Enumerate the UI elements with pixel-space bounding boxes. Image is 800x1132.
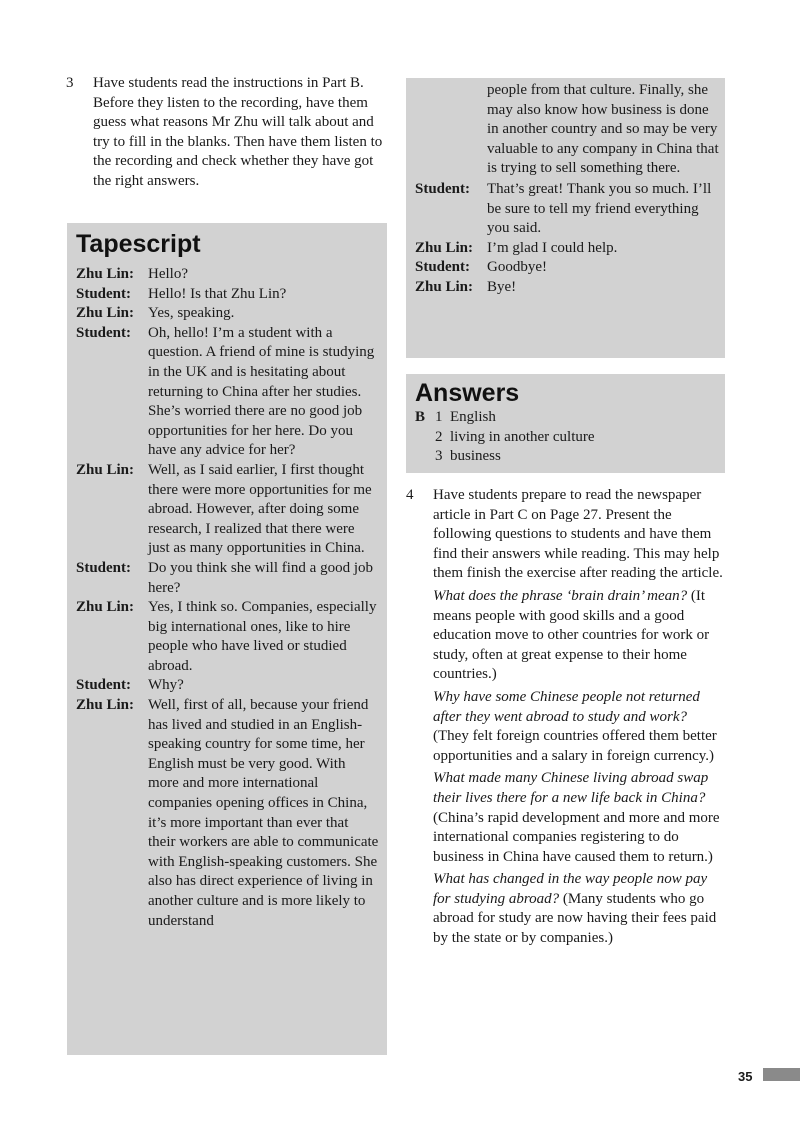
dialogue-line bbox=[76, 461, 379, 559]
item-text: Have students prepare to read the newspaper article in Part C on Page 27. Present the following questions to students and have them find their answers while reading. This may help them finish the exercise after reading the article. bbox=[433, 487, 723, 582]
speaker-label: Zhu Lin: bbox=[76, 461, 134, 478]
answer-text: business bbox=[450, 448, 501, 465]
answer-text: (China’s rapid development and more and more international companies registering to do business in China have caused them to return.) bbox=[433, 809, 720, 865]
utterance: Bye! bbox=[487, 278, 517, 295]
question-text: What does the phrase ‘brain drain’ mean? bbox=[433, 587, 688, 604]
utterance: Goodbye! bbox=[487, 259, 547, 276]
question-answer bbox=[433, 769, 726, 867]
item-text: Have students read the instructions in Part B. Before they listen to the recording, have them guess what reasons Mr Zhu will talk about and try to fill in the blanks. Then have them listen to the recording and check whether they have got the right answers. bbox=[93, 75, 383, 189]
dialogue-line bbox=[76, 696, 379, 931]
speaker-label: Zhu Lin: bbox=[76, 697, 134, 714]
tapescript-lines-right bbox=[415, 180, 719, 298]
answer-number: 3 bbox=[435, 448, 443, 465]
answer-text: (Many students who go abroad for study are now having their fees paid by the state or by companies.) bbox=[433, 890, 717, 947]
answer-text: living in another culture bbox=[450, 428, 595, 445]
question-answer bbox=[433, 688, 726, 766]
speaker-label: Student: bbox=[76, 559, 132, 576]
question-answer bbox=[433, 870, 726, 948]
tapescript-box-left bbox=[67, 223, 387, 1055]
answer-text: (They felt foreign countries offered them better opportunities and a salary in foreign currency.) bbox=[433, 728, 717, 764]
instruction-item-4 bbox=[406, 486, 726, 949]
item-number: 4 bbox=[406, 487, 414, 503]
question-answer bbox=[433, 587, 726, 685]
speaker-label: Zhu Lin: bbox=[76, 266, 134, 282]
speaker-label: Zhu Lin: bbox=[415, 278, 473, 295]
utterance: That’s great! Thank you so much. I’ll be sure to tell my friend everything you said. bbox=[487, 180, 712, 237]
speaker-label: Student: bbox=[415, 180, 471, 197]
answer-part-label bbox=[415, 447, 435, 467]
answer-number: 1 bbox=[435, 409, 443, 425]
answer-item bbox=[415, 428, 717, 448]
question-text: What made many Chinese living abroad swap their lives there for a new life back in China? bbox=[433, 770, 709, 806]
dialogue-line bbox=[76, 304, 379, 324]
answer-part-label bbox=[415, 428, 435, 448]
dialogue-line bbox=[76, 559, 379, 598]
utterance: Oh, hello! I’m a student with a question. A friend of mine is studying in the UK and is hesitating about returning to China after her studies. She’s worried there are no good job opportunities for her here. Do you have any advice for her? bbox=[148, 324, 375, 459]
dialogue-line bbox=[76, 285, 379, 305]
utterance: Do you think she will find a good job here? bbox=[148, 559, 373, 596]
utterance: Why? bbox=[148, 677, 184, 694]
instruction-item-3 bbox=[66, 74, 386, 192]
utterance: Yes, I think so. Companies, especially big international ones, like to hire people who have lived or studied abroad. bbox=[148, 599, 377, 674]
page-number-bar bbox=[763, 1068, 800, 1081]
answers-list bbox=[415, 408, 717, 467]
speaker-label: Student: bbox=[76, 285, 132, 302]
utterance: Hello? bbox=[148, 266, 188, 282]
speaker-label: Zhu Lin: bbox=[76, 305, 134, 322]
answer-item bbox=[415, 447, 717, 467]
question-list bbox=[406, 587, 726, 949]
question-text: Why have some Chinese people not returned after they went abroad to study and work? bbox=[433, 688, 700, 725]
tapescript-continuation: people from that culture. Finally, she may also know how business is done in another country and so may be very valuable to any company in China that is trying to sell something there. bbox=[487, 82, 719, 177]
dialogue-line bbox=[76, 265, 379, 285]
utterance: Well, first of all, because your friend has lived and studied in an English-speaking country for some time, her English must be very good. With more and more international companies opening offices in China, it’s more important than ever that their workers are able to communicate with English-speaking customers. She also has direct experience of living in another culture and is more likely to understand bbox=[148, 697, 379, 929]
tapescript-lines bbox=[76, 265, 379, 931]
answer-part-label: B bbox=[415, 409, 426, 425]
utterance: Well, as I said earlier, I first thought there were more opportunities for me abroad. However, after doing some research, I realized that there were just as many opportunities in China. bbox=[148, 461, 372, 557]
dialogue-line bbox=[415, 278, 719, 298]
answer-text: (It means people with good skills and a good education move to other countries for work or study, often at great expense to their home countries.) bbox=[433, 587, 710, 683]
question-text: What has changed in the way people now pay for studying abroad? bbox=[433, 871, 708, 907]
speaker-label: Student: bbox=[76, 324, 132, 341]
utterance: Hello! Is that Zhu Lin? bbox=[148, 285, 287, 302]
speaker-label: Student: bbox=[415, 259, 471, 276]
dialogue-line bbox=[415, 258, 719, 278]
speaker-label: Zhu Lin: bbox=[415, 239, 473, 256]
item-number: 3 bbox=[66, 75, 74, 91]
dialogue-line bbox=[76, 598, 379, 676]
utterance: Yes, speaking. bbox=[148, 305, 235, 322]
dialogue-line bbox=[415, 180, 719, 239]
dialogue-line bbox=[415, 239, 719, 259]
dialogue-line bbox=[76, 324, 379, 461]
tapescript-box-right bbox=[406, 78, 725, 358]
answer-number: 2 bbox=[435, 428, 443, 445]
speaker-label: Zhu Lin: bbox=[76, 599, 134, 616]
dialogue-line bbox=[76, 676, 379, 696]
page-number: 35 bbox=[738, 1069, 753, 1084]
tapescript-title: Tapescript bbox=[76, 230, 201, 258]
answer-text: English bbox=[450, 409, 496, 425]
answers-title: Answers bbox=[415, 379, 520, 407]
speaker-label: Student: bbox=[76, 677, 132, 694]
answer-item bbox=[415, 408, 717, 428]
answers-box bbox=[406, 374, 725, 473]
utterance: I’m glad I could help. bbox=[487, 239, 618, 256]
